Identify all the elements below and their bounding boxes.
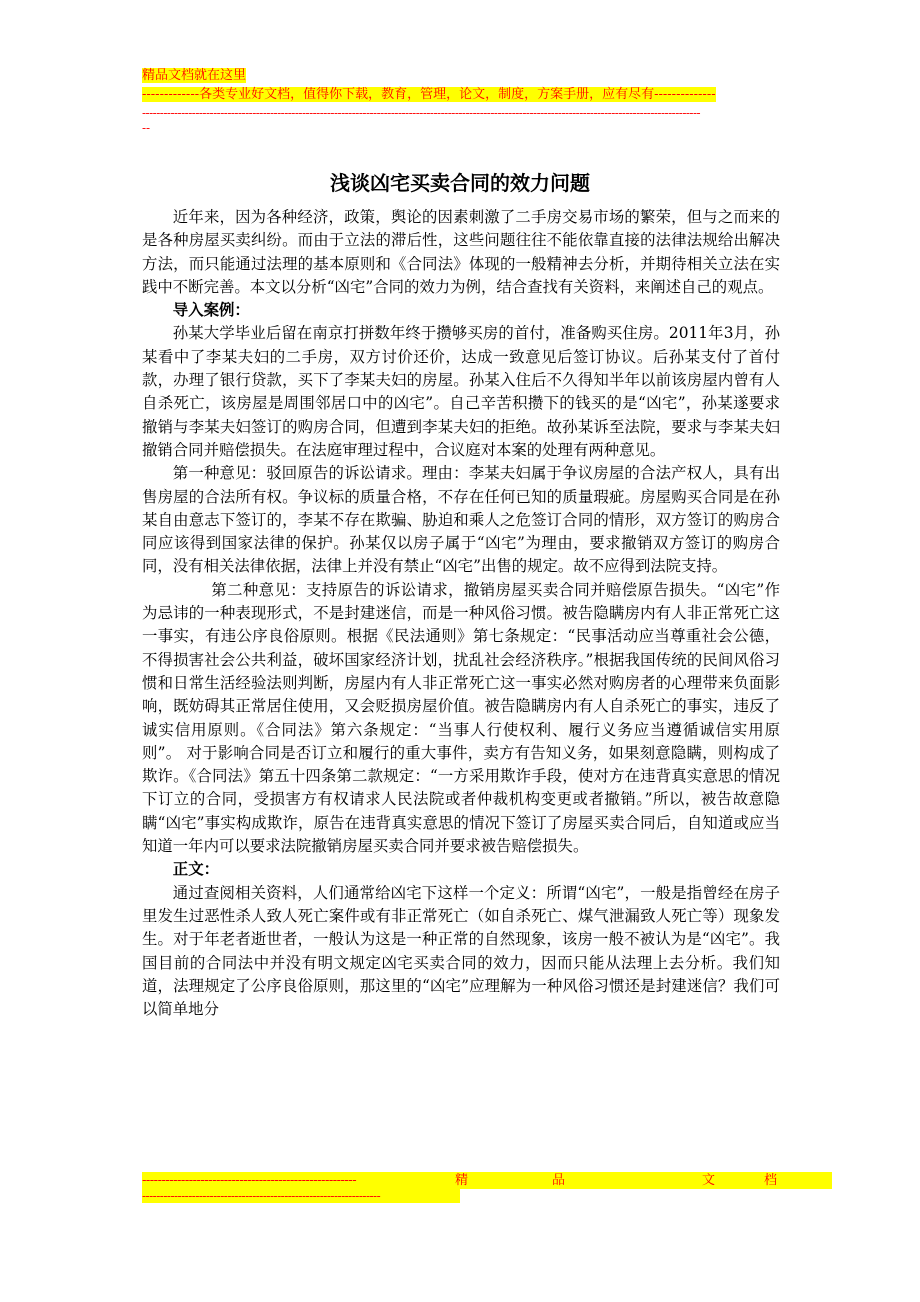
heading-main: 正文： [172, 860, 219, 879]
document-body [142, 206, 780, 1021]
paragraph-opinion-1: 第一种意见：驳回原告的诉讼请求。理由：李某夫妇属于争议房屋的合法产权人，具有出售房屋的合法所有权。争议标的质量合格，不存在任何已知的质量瑕疵。房屋购买合同是在孙某自由意志下签订的，李某不存在欺骗、胁迫和乘人之危签订合同的情形，双方签订的购房合同应该得到国家法律的保护。孙某仅以房子属于“凶宅”为理由，要求撤销双方签订的购房合同，没有相关法律依据，法律上并没有禁止“凶宅”出售的规定。故不应得到法院支持。 [142, 464, 780, 576]
header-dash-rule: ------------------------------------------------------------------------------------------------------------------------------------------------------------- [142, 106, 701, 120]
footer-char-3: 文 [702, 1173, 716, 1188]
footer-dash-rule: ------------------------------------------------------------------- [142, 1189, 460, 1203]
footer-dashes: ------------------------------------------------------- [142, 1173, 357, 1188]
paragraph-intro: 近年来，因为各种经济，政策，舆论的因素刺激了二手房交易市场的繁荣，但与之而来的是各种房屋买卖纠纷。而由于立法的滞后性，这些问题往往不能依靠直接的法律法规给出解决方法，而只能通过法理的基本原则和《合同法》体现的一般精神去分析，并期待相关立法在实践中不断完善。本文以分析“凶宅”合同的效力为例，结合查找有关资料，来阐述自己的观点。 [142, 208, 780, 296]
paragraph-case: 孙某大学毕业后留在南京打拼数年终于攒够买房的首付，准备购买住房。2011年3月，孙某看中了李某夫妇的二手房，双方讨价还价，达成一致意见后签订协议。后孙某支付了首付款，办理了银行贷款，买下了李某夫妇的房屋。孙某入住后不久得知半年以前该房屋内曾有人自杀死亡，该房屋是周围邻居口中的凶宅”。自己辛苦积攒下的钱买的是“凶宅”，孙某遂要求撤销与李某夫妇签订的购房合同，但遭到李某夫妇的拒绝。故孙某诉至法院，要求与李某夫妇撤销合同并赔偿损失。在法庭审理过程中，合议庭对本案的处理有两种意见。 [142, 324, 780, 459]
heading-case: 导入案例： [172, 301, 250, 320]
header-tagline [142, 86, 716, 103]
document-title: 浅谈凶宅买卖合同的效力问题 [330, 171, 590, 195]
paragraph-opinion-2: 第二种意见：支持原告的诉讼请求，撤销房屋买卖合同并赔偿原告损失。“凶宅”作为忌讳的一种表现形式，不是封建迷信，而是一种风俗习惯。被告隐瞒房内有人非正常死亡这一事实，有违公序良俗原则。根据《民法通则》第七条规定：“民事活动应当尊重社会公德，不得损害社会公共利益，破坏国家经济计划，扰乱社会经济秩序。”根据我国传统的民间风俗习惯和日常生活经验法则判断，房屋内有人非正常死亡这一事实必然对购房者的心理带来负面影响，既妨碍其正常居住使用，又会贬损房屋价值。被告隐瞒房内有人自杀死亡的事实，违反了诚实信用原则。《合同法》第六条规定：“当事人行使权利、履行义务应当遵循诚信实用原则”。 对于影响合同是否订立和履行的重大事件，卖方有告知义务，如果刻意隐瞒，则构成了欺诈。《合同法》第五十四条第二款规定：“一方采用欺诈手段，使对方在违背真实意思的情况下订立的合同，受损害方有权请求人民法院或者仲裁机构变更或者撤销。”所以，被告故意隐瞒“凶宅”事实构成欺诈，原告在违背真实意思的情况下签订了房屋买卖合同后，自知道或应当知道一年内可以要求法院撤销房屋买卖合同并要求被告赔偿损失。 [142, 580, 780, 856]
header-banner [142, 67, 246, 84]
footer-char-4: 档 [764, 1173, 778, 1188]
footer-char-1: 精 [455, 1173, 469, 1188]
header-dash-rule-end: -- [142, 121, 151, 135]
footer-char-2: 品 [552, 1173, 566, 1188]
paragraph-main: 通过查阅相关资料，人们通常给凶宅下这样一个定义：所谓“凶宅”，一般是指曾经在房子里发生过恶性杀人致人死亡案件或有非正常死亡（如自杀死亡、煤气泄漏致人死亡等）现象发生。对于年老者逝世者，一般认为这是一种正常的自然现象，该房一般不被认为是“凶宅”。我国目前的合同法中并没有明文规定凶宅买卖合同的效力，因而只能从法理上去分析。我们知道，法理规定了公序良俗原则，那这里的“凶宅”应理解为一种风俗习惯还是封建迷信？我们可以简单地分 [142, 883, 780, 1019]
footer-banner [142, 1172, 832, 1189]
header-banner-text: 精品文档就在这里 [142, 68, 247, 83]
header-tagline-text: -------------各类专业好文档，值得你下载，教育，管理，论文，制度，方案手册，应有尽有-------------- [142, 87, 716, 102]
